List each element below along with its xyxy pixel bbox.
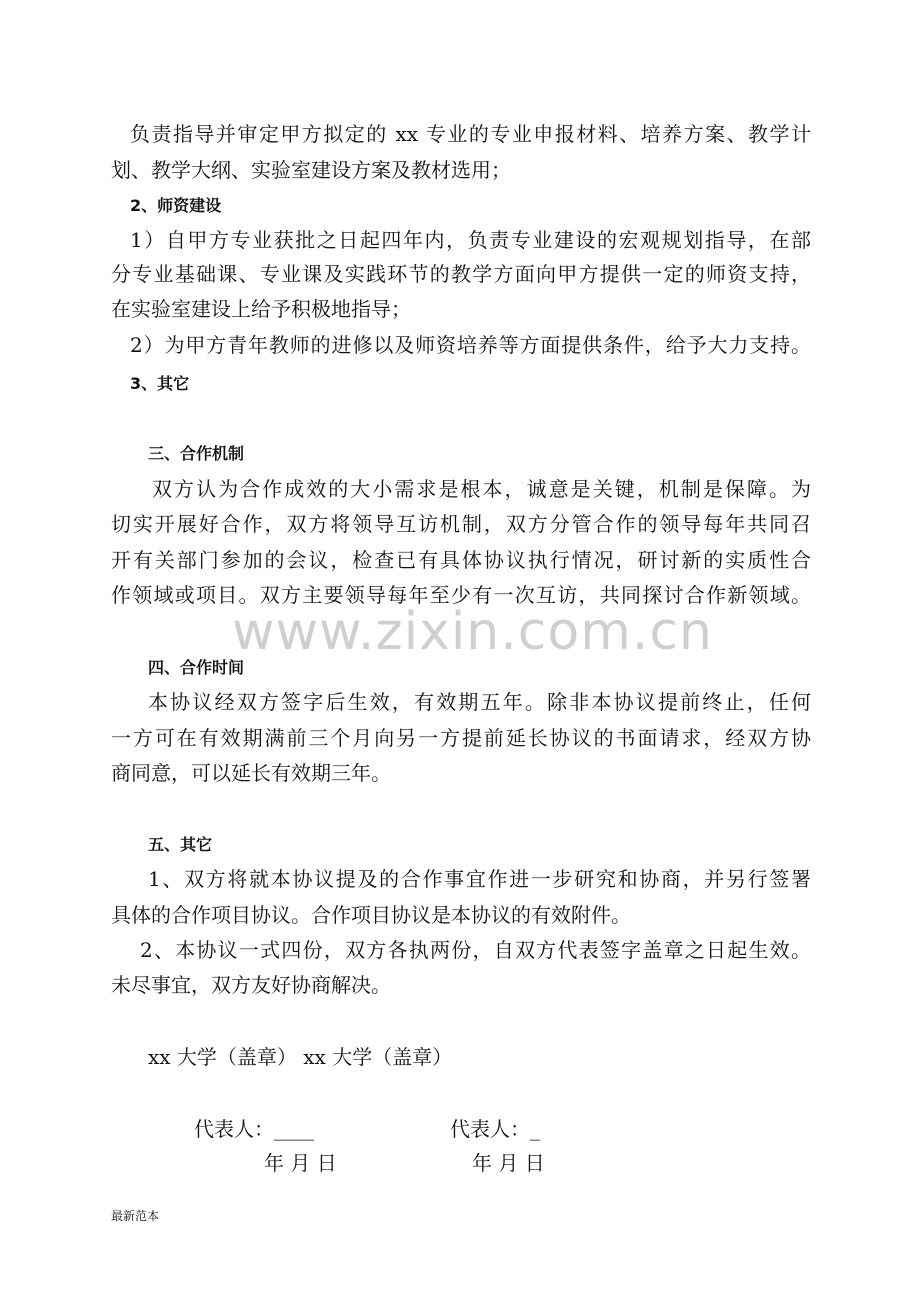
section-2-heading: 2、师资建设 (130, 196, 222, 215)
article-4-heading: 四、合作时间 (148, 658, 245, 677)
date-right: 年 月 日 (472, 1151, 545, 1175)
intro-line-1: 负责指导并审定甲方拟定的 xx 专业的专业申报材料、培养方案、教学计 (130, 122, 811, 146)
footer-label: 最新范本 (111, 1209, 160, 1223)
intro-line-2: 划、教学大纲、实验室建设方案及教材选用； (111, 158, 511, 182)
section-3-heading: 3、其它 (130, 374, 190, 393)
watermark-text: www.zixin.com.cn (232, 602, 713, 662)
article-4-line-2: 一方可在有效期满前三个月向另一方提前延长协议的书面请求，经双方协 (111, 726, 811, 750)
article-5-item-2-line-2: 未尽事宜，双方友好协商解决。 (111, 973, 391, 997)
representative-left: 代表人：____ (194, 1117, 314, 1141)
section-2-item-1-line-1: 1）自甲方专业获批之日起四年内，负责专业建设的宏观规划指导，在部 (130, 228, 811, 252)
article-5-heading: 五、其它 (148, 835, 213, 854)
article-3-line-4: 作领域或项目。双方主要领导每年至少有一次互访，共同探讨合作新领域。 (111, 583, 811, 607)
section-2-item-1-line-3: 在实验室建设上给予积极地指导； (111, 297, 411, 321)
article-4-line-3: 商同意，可以延长有效期三年。 (111, 761, 391, 785)
article-3-line-1: 双方认为合作成效的大小需求是根本，诚意是关键，机制是保障。为 (152, 477, 811, 501)
section-2-item-2-line-1: 2）为甲方青年教师的进修以及师资培养等方面提供条件，给予大力支持。 (130, 333, 811, 357)
article-3-line-2: 切实开展好合作，双方将领导互访机制，双方分管合作的领导每年共同召 (111, 512, 811, 536)
article-3-line-3: 开有关部门参加的会议，检查已有具体协议执行情况，研讨新的实质性合 (111, 548, 811, 572)
article-5-item-1-line-2: 具体的合作项目协议。合作项目协议是本协议的有效附件。 (111, 903, 631, 927)
article-4-line-1: 本协议经双方签字后生效，有效期五年。除非本协议提前终止，任何 (148, 690, 811, 714)
article-5-item-1-line-1: 1、双方将就本协议提及的合作事宜作进一步研究和协商，并另行签署 (148, 867, 811, 891)
article-3-heading: 三、合作机制 (148, 444, 245, 463)
article-5-item-2-line-1: 2、本协议一式四份，双方各执两份，自双方代表签字盖章之日起生效。 (140, 938, 811, 962)
signature-parties: xx 大学（盖章） xx 大学（盖章） (148, 1045, 453, 1069)
date-left: 年 月 日 (264, 1151, 337, 1175)
representative-right: 代表人：_ (450, 1117, 540, 1141)
section-2-item-1-line-2: 分专业基础课、专业课及实践环节的教学方面向甲方提供一定的师资支持， (111, 262, 811, 286)
